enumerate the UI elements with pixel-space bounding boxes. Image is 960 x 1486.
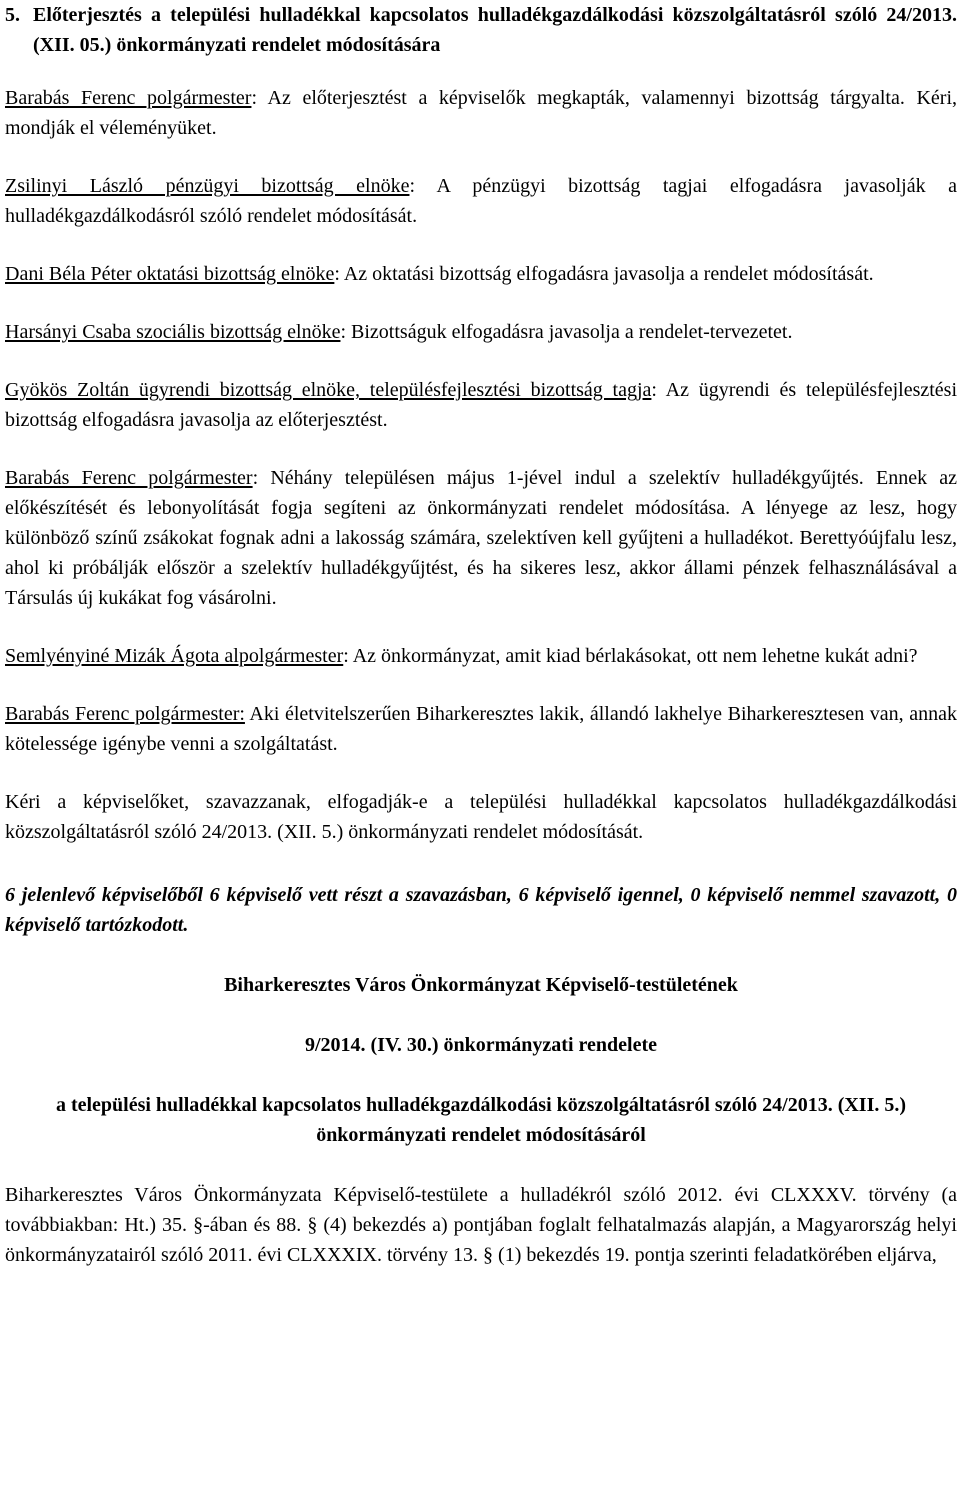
- speaker-name: Zsilinyi László pénzügyi bizottság elnöke: [5, 175, 410, 197]
- speaker-name: Gyökös Zoltán ügyrendi bizottság elnöke, településfejlesztési bizottság tagja: [5, 379, 652, 401]
- speech-paragraph: [5, 317, 957, 347]
- speech-text: Az ügyrendi és településfejlesztési bizottság elfogadásra javasolja az előterjesztést.: [5, 379, 957, 431]
- decree-number: 9/2014. (IV. 30.) önkormányzati rendelete: [304, 1034, 657, 1056]
- agenda-heading: [5, 0, 957, 60]
- speaker-separator: :: [252, 467, 259, 489]
- speech-paragraph: [5, 699, 957, 759]
- speaker-separator: :: [340, 321, 347, 343]
- speech-text: Az önkormányzat, amit kiad bérlakásokat, ott nem lehetne kukát adni?: [348, 645, 918, 667]
- speech-paragraph: [5, 259, 957, 289]
- speech-text: Bizottságuk elfogadásra javasolja a rendelet-tervezetet.: [346, 321, 793, 343]
- speaker-name: Barabás Ferenc polgármester: [5, 87, 252, 109]
- speaker-name: Barabás Ferenc polgármester: [5, 467, 253, 489]
- speech-text: Az előterjesztést a képviselők megkapták, valamennyi bizottság tárgyalta. Kéri, mondják el véleményüket.: [5, 87, 958, 139]
- speech-paragraph: [5, 171, 957, 231]
- speech-paragraph: [5, 375, 957, 435]
- speaker-name: Dani Béla Péter oktatási bizottság elnöke: [5, 263, 335, 285]
- decree-subject: a települési hulladékkal kapcsolatos hulladékgazdálkodási közszolgáltatásról szóló 24/2013. (XII. 5.) önkormányzati rendelet módosításáról: [55, 1094, 907, 1146]
- speech-text: Néhány településen május 1-jével indul a szelektív hulladékgyűjtés. Ennek az előkészítését és lebonyolítását fogja segíteni az önkormányzati rendelet módosítása. A lényege az lesz, hogy különböző színű zsákokat fognak adni a lakosság számára, szelektíven kell gyűjteni a hulladékot. Berettyóújfalu lesz, ahol ki próbálják először a szelektív hulladékgyűjtést, és ha sikeres lesz, akkor állami pénzek felhasználásával a Társulás új kukákat fog vásárolni.: [5, 467, 958, 609]
- vote-request: Kéri a képviselőket, szavazzanak, elfogadják-e a települési hulladékkal kapcsolatos hulladékgazdálkodási közszolgáltatásról szóló 24/2013. (XII. 5.) önkormányzati rendelet módosítását.: [5, 791, 957, 843]
- decree-preamble: Biharkeresztes Város Önkormányzata Képviselő-testülete a hulladékról szóló 2012. évi CLXXXV. törvény (a továbbiakban: Ht.) 35. §-ában és 88. § (4) bekezdés a) pontjában foglalt felhatalmazás alapján, a Magyarország helyi önkormányzatairól szóló 2011. évi CLXXXIX. törvény 13. § (1) bekezdés 19. pontja szerinti feladatkörében eljárva,: [5, 1184, 957, 1266]
- speech-paragraph: [5, 641, 957, 671]
- speaker-name: Harsányi Csaba szociális bizottság elnöke: [5, 321, 341, 343]
- speech-paragraph: [5, 83, 957, 143]
- speaker-separator: :: [651, 379, 657, 401]
- speaker-separator: :: [409, 175, 416, 197]
- speaker-separator: :: [334, 263, 340, 285]
- agenda-number: 5.: [5, 4, 20, 26]
- vote-result: 6 jelenlevő képviselőből 6 képviselő vett részt a szavazásban, 6 képviselő igennel, 0 képviselő nemmel szavazott, 0 képviselő tartózkodott.: [5, 884, 957, 936]
- speaker-name: Barabás Ferenc polgármester:: [5, 703, 245, 725]
- speech-text: Az oktatási bizottság elfogadásra javasolja a rendelet módosítását.: [339, 263, 874, 285]
- speaker-separator: :: [343, 645, 349, 667]
- speech-paragraph: [5, 463, 957, 613]
- decree-issuer: Biharkeresztes Város Önkormányzat Képviselő-testületének: [224, 974, 738, 996]
- document-page: [5, 0, 957, 1270]
- speaker-separator: :: [251, 87, 258, 109]
- speech-text: A pénzügyi bizottság tagjai elfogadásra javasolják a hulladékgazdálkodásról szóló rendelet módosítását.: [5, 175, 957, 227]
- speech-text: Aki életvitelszerűen Biharkeresztes lakik, állandó lakhelye Biharkeresztesen van, annak kötelessége igénybe venni a szolgáltatást.: [5, 703, 957, 755]
- agenda-title: Előterjesztés a települési hulladékkal kapcsolatos hulladékgazdálkodási közszolgáltatásról szóló 24/2013. (XII. 05.) önkormányzati rendelet módosítására: [33, 4, 957, 56]
- speaker-name: Semlyényiné Mizák Ágota alpolgármester: [5, 645, 344, 667]
